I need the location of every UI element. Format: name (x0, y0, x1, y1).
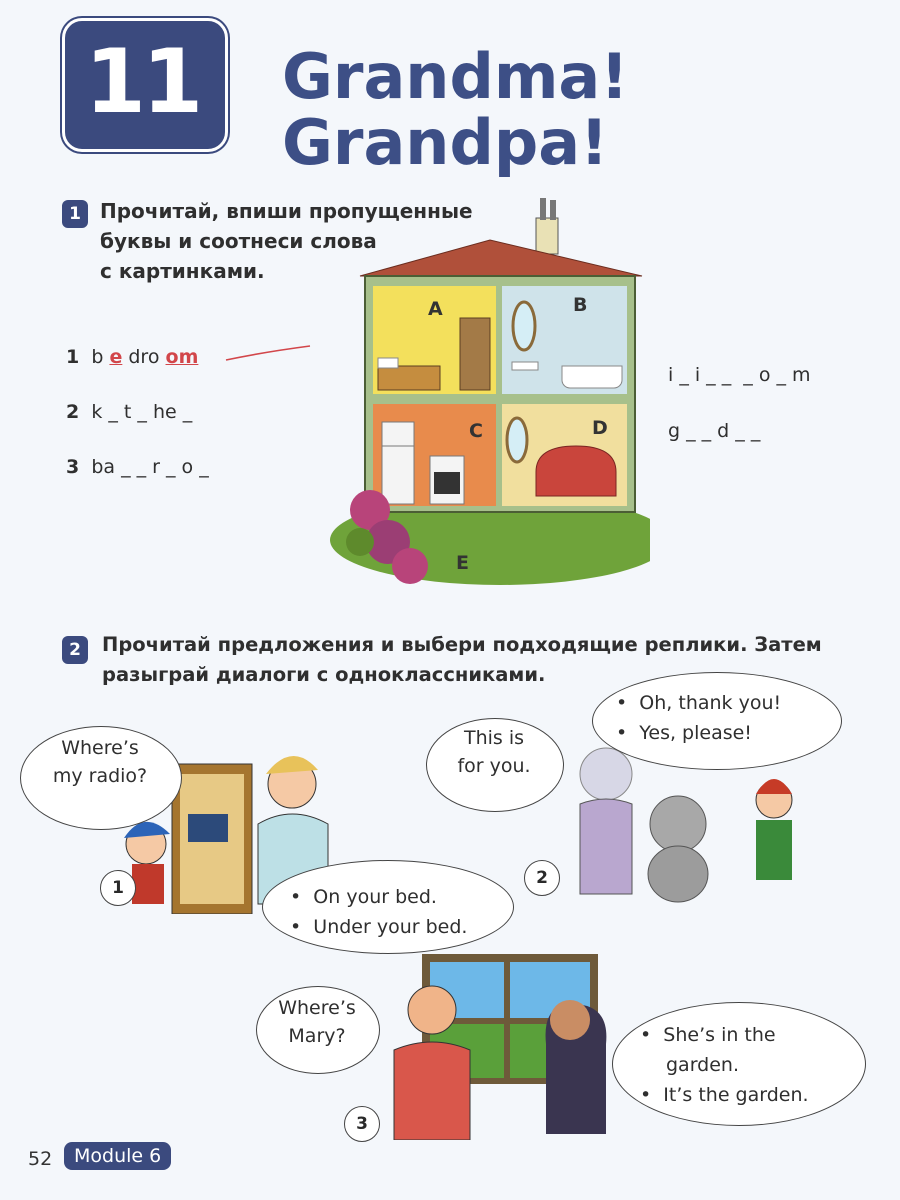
dialogue-3-options (640, 1020, 809, 1110)
option-continuation: garden. (666, 1054, 740, 1076)
house-illustration (330, 190, 650, 600)
option-text: She’s in the (663, 1024, 776, 1046)
title-line-1: Grandma! (282, 40, 629, 113)
word-gaps: ba _ _ r _ o _ (91, 456, 209, 478)
option-item[interactable]: • She’s in the (640, 1024, 776, 1046)
dialogue-3-number: 3 (344, 1106, 380, 1142)
bubble-line: Where’s (61, 737, 139, 759)
dialogue-3-question (262, 994, 372, 1050)
filled-letter: om (165, 346, 199, 368)
bubble-line: for you. (457, 755, 531, 777)
room-label-b: B (573, 294, 588, 316)
bubble-line: my radio? (52, 765, 148, 787)
dialogue-1-question (40, 734, 160, 790)
word-item-right-2: g _ _ d _ _ (668, 420, 761, 442)
word-number: 3 (66, 456, 80, 478)
word-part: dro (128, 346, 160, 368)
title-line-2: Grandpa! (282, 106, 609, 179)
dialogue-1-number: 1 (100, 870, 136, 906)
instruction-line: разыграй диалоги с одноклассниками. (102, 663, 546, 686)
match-line (224, 340, 314, 364)
word-item-right-1: i _ i _ _ _ o _ m (668, 364, 811, 386)
room-label-a: A (428, 298, 443, 320)
lesson-number: 11 (84, 30, 200, 133)
filled-letter: e (109, 346, 123, 368)
module-label: Module 6 (64, 1142, 171, 1170)
dialogue-2-options (616, 688, 781, 748)
option-item[interactable]: • On your bed. (290, 886, 437, 908)
room-label-c: C (469, 420, 483, 442)
page-number: 52 (28, 1148, 53, 1170)
word-part: b (91, 346, 104, 368)
option-text: Yes, please! (639, 722, 752, 744)
option-item[interactable]: • It’s the garden. (640, 1084, 809, 1106)
bubble-line: Where’s (278, 997, 356, 1019)
instruction-line: Прочитай предложения и выбери подходящие реплики. Затем (102, 633, 822, 656)
option-item[interactable]: • Yes, please! (616, 722, 752, 744)
word-item-2 (66, 401, 192, 423)
option-item[interactable]: • Under your bed. (290, 916, 468, 938)
page-title (282, 40, 629, 179)
instruction-line: Прочитай, впиши пропущенные (100, 199, 473, 223)
dialogue-2-number: 2 (524, 860, 560, 896)
room-label-e: E (456, 552, 469, 574)
option-item[interactable]: • Oh, thank you! (616, 692, 782, 714)
exercise-2-badge: 2 (62, 636, 88, 664)
bubble-line: Mary? (288, 1025, 346, 1047)
word-number: 2 (66, 401, 80, 423)
word-gaps: k _ t _ he _ (91, 401, 193, 423)
instruction-line: буквы и соотнеси слова (100, 229, 377, 253)
bubble-line: This is (463, 727, 525, 749)
option-text: Under your bed. (313, 916, 468, 938)
exercise-1-badge: 1 (62, 200, 88, 228)
room-label-d: D (592, 417, 608, 439)
dialogue-3-illustration (390, 950, 630, 1140)
option-text: Oh, thank you! (639, 692, 782, 714)
dialogue-2-question (436, 724, 552, 780)
word-number: 1 (66, 346, 80, 368)
word-item-3 (66, 456, 209, 478)
word-item-1 (66, 346, 198, 368)
option-text: It’s the garden. (663, 1084, 809, 1106)
option-text: On your bed. (313, 886, 437, 908)
instruction-line: с картинками. (100, 259, 265, 283)
dialogue-1-options (290, 882, 467, 942)
